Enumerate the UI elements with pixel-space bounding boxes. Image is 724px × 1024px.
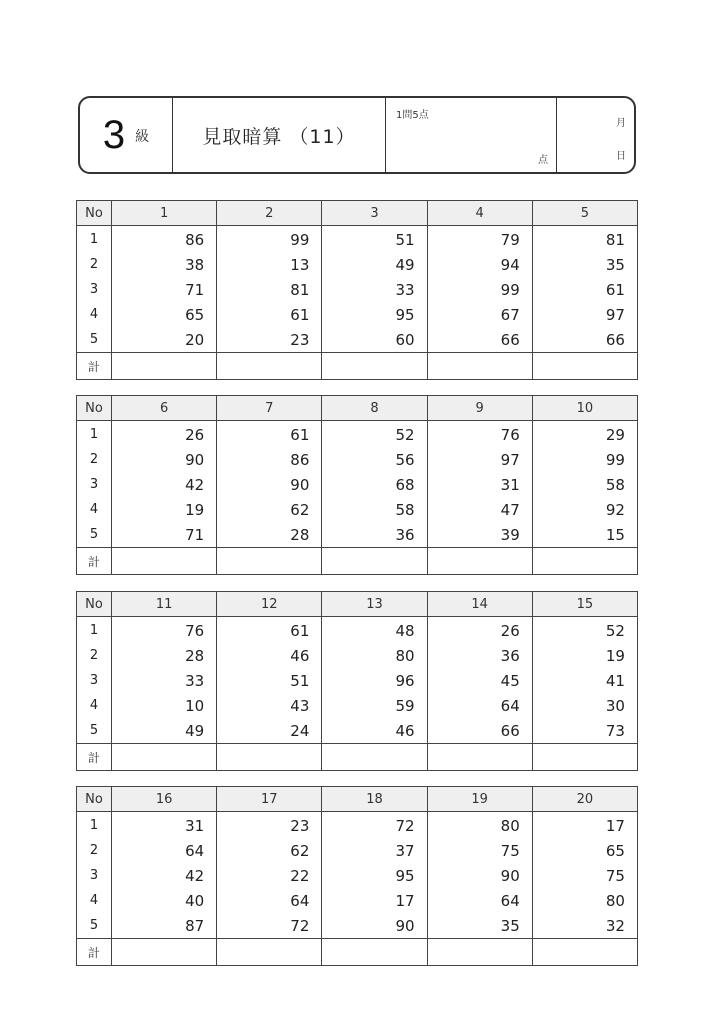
problem-number: 4 bbox=[427, 201, 532, 226]
number-cell: 58 bbox=[322, 497, 427, 522]
row-number: 2 bbox=[77, 838, 112, 863]
table-row bbox=[77, 812, 638, 839]
row-number: 2 bbox=[77, 252, 112, 277]
table-row bbox=[77, 472, 638, 497]
number-cell: 36 bbox=[427, 643, 532, 668]
table-row bbox=[77, 447, 638, 472]
points-per-question: 1問5点 bbox=[396, 110, 429, 121]
number-cell: 64 bbox=[217, 888, 322, 913]
number-cell: 95 bbox=[322, 863, 427, 888]
table-header-row bbox=[77, 787, 638, 812]
number-cell: 90 bbox=[217, 472, 322, 497]
day-label: 日 bbox=[616, 151, 626, 162]
problem-number: 13 bbox=[322, 592, 427, 617]
number-cell: 33 bbox=[112, 668, 217, 693]
table-row bbox=[77, 226, 638, 253]
number-cell: 64 bbox=[112, 838, 217, 863]
number-cell: 75 bbox=[532, 863, 637, 888]
answer-cell[interactable] bbox=[532, 353, 637, 380]
total-label: 計 bbox=[77, 744, 112, 771]
table-row bbox=[77, 497, 638, 522]
table-row bbox=[77, 327, 638, 353]
table-row bbox=[77, 718, 638, 744]
problem-number: 20 bbox=[532, 787, 637, 812]
number-cell: 49 bbox=[112, 718, 217, 744]
answer-cell[interactable] bbox=[427, 548, 532, 575]
problem-number: 16 bbox=[112, 787, 217, 812]
number-cell: 20 bbox=[112, 327, 217, 353]
grade-number: 3 bbox=[102, 113, 126, 157]
problem-number: 8 bbox=[322, 396, 427, 421]
answer-cell[interactable] bbox=[217, 744, 322, 771]
number-cell: 92 bbox=[532, 497, 637, 522]
problem-number: 14 bbox=[427, 592, 532, 617]
answer-cell[interactable] bbox=[427, 744, 532, 771]
number-cell: 32 bbox=[532, 913, 637, 939]
number-cell: 96 bbox=[322, 668, 427, 693]
number-cell: 10 bbox=[112, 693, 217, 718]
total-label: 計 bbox=[77, 939, 112, 966]
answer-cell[interactable] bbox=[532, 744, 637, 771]
table-header-row bbox=[77, 201, 638, 226]
problem-number: 18 bbox=[322, 787, 427, 812]
table-row bbox=[77, 888, 638, 913]
no-header: No bbox=[77, 787, 112, 812]
number-cell: 80 bbox=[532, 888, 637, 913]
table-header-row bbox=[77, 396, 638, 421]
number-cell: 73 bbox=[532, 718, 637, 744]
number-cell: 19 bbox=[112, 497, 217, 522]
table-row bbox=[77, 617, 638, 644]
number-cell: 49 bbox=[322, 252, 427, 277]
number-cell: 66 bbox=[532, 327, 637, 353]
problem-table-3 bbox=[76, 591, 638, 771]
table-row bbox=[77, 302, 638, 327]
number-cell: 38 bbox=[112, 252, 217, 277]
number-cell: 99 bbox=[532, 447, 637, 472]
number-cell: 95 bbox=[322, 302, 427, 327]
number-cell: 90 bbox=[112, 447, 217, 472]
problem-number: 9 bbox=[427, 396, 532, 421]
problem-number: 6 bbox=[112, 396, 217, 421]
number-cell: 35 bbox=[532, 252, 637, 277]
score-unit: 点 bbox=[538, 155, 548, 166]
table-row bbox=[77, 522, 638, 548]
number-cell: 40 bbox=[112, 888, 217, 913]
total-row bbox=[77, 744, 638, 771]
no-header: No bbox=[77, 396, 112, 421]
problem-number: 12 bbox=[217, 592, 322, 617]
number-cell: 22 bbox=[217, 863, 322, 888]
problem-number: 10 bbox=[532, 396, 637, 421]
number-cell: 46 bbox=[217, 643, 322, 668]
answer-cell[interactable] bbox=[532, 548, 637, 575]
worksheet-title: 見取暗算 （11） bbox=[173, 98, 386, 172]
answer-cell[interactable] bbox=[532, 939, 637, 966]
number-cell: 51 bbox=[322, 226, 427, 253]
number-cell: 64 bbox=[427, 888, 532, 913]
number-cell: 94 bbox=[427, 252, 532, 277]
number-cell: 51 bbox=[217, 668, 322, 693]
number-cell: 24 bbox=[217, 718, 322, 744]
table-row bbox=[77, 643, 638, 668]
number-cell: 48 bbox=[322, 617, 427, 644]
row-number: 5 bbox=[77, 913, 112, 939]
number-cell: 60 bbox=[322, 327, 427, 353]
score-field[interactable] bbox=[386, 98, 557, 172]
number-cell: 68 bbox=[322, 472, 427, 497]
number-cell: 52 bbox=[532, 617, 637, 644]
number-cell: 97 bbox=[427, 447, 532, 472]
number-cell: 43 bbox=[217, 693, 322, 718]
number-cell: 90 bbox=[322, 913, 427, 939]
problem-number: 2 bbox=[217, 201, 322, 226]
table-row bbox=[77, 838, 638, 863]
total-row bbox=[77, 939, 638, 966]
problem-number: 1 bbox=[112, 201, 217, 226]
number-cell: 26 bbox=[427, 617, 532, 644]
number-cell: 35 bbox=[427, 913, 532, 939]
row-number: 1 bbox=[77, 226, 112, 253]
number-cell: 71 bbox=[112, 277, 217, 302]
total-row bbox=[77, 548, 638, 575]
problem-table-4 bbox=[76, 786, 638, 966]
number-cell: 66 bbox=[427, 327, 532, 353]
answer-cell[interactable] bbox=[112, 744, 217, 771]
number-cell: 61 bbox=[217, 302, 322, 327]
number-cell: 67 bbox=[427, 302, 532, 327]
number-cell: 59 bbox=[322, 693, 427, 718]
number-cell: 13 bbox=[217, 252, 322, 277]
number-cell: 29 bbox=[532, 421, 637, 448]
row-number: 5 bbox=[77, 327, 112, 353]
number-cell: 71 bbox=[112, 522, 217, 548]
total-label: 計 bbox=[77, 548, 112, 575]
number-cell: 65 bbox=[112, 302, 217, 327]
total-label: 計 bbox=[77, 353, 112, 380]
number-cell: 33 bbox=[322, 277, 427, 302]
problem-table-2 bbox=[76, 395, 638, 575]
number-cell: 46 bbox=[322, 718, 427, 744]
number-cell: 28 bbox=[217, 522, 322, 548]
number-cell: 30 bbox=[532, 693, 637, 718]
number-cell: 72 bbox=[322, 812, 427, 839]
number-cell: 36 bbox=[322, 522, 427, 548]
number-cell: 86 bbox=[217, 447, 322, 472]
table-row bbox=[77, 277, 638, 302]
answer-cell[interactable] bbox=[322, 939, 427, 966]
month-label: 月 bbox=[616, 118, 626, 129]
table-row bbox=[77, 693, 638, 718]
problem-number: 11 bbox=[112, 592, 217, 617]
date-field[interactable] bbox=[557, 98, 634, 172]
number-cell: 72 bbox=[217, 913, 322, 939]
number-cell: 62 bbox=[217, 497, 322, 522]
answer-cell[interactable] bbox=[112, 548, 217, 575]
no-header: No bbox=[77, 592, 112, 617]
number-cell: 41 bbox=[532, 668, 637, 693]
number-cell: 45 bbox=[427, 668, 532, 693]
problem-number: 19 bbox=[427, 787, 532, 812]
number-cell: 99 bbox=[427, 277, 532, 302]
number-cell: 76 bbox=[112, 617, 217, 644]
number-cell: 31 bbox=[112, 812, 217, 839]
number-cell: 61 bbox=[217, 421, 322, 448]
number-cell: 23 bbox=[217, 812, 322, 839]
table-row bbox=[77, 668, 638, 693]
number-cell: 81 bbox=[217, 277, 322, 302]
row-number: 1 bbox=[77, 812, 112, 839]
number-cell: 64 bbox=[427, 693, 532, 718]
row-number: 1 bbox=[77, 421, 112, 448]
number-cell: 76 bbox=[427, 421, 532, 448]
number-cell: 66 bbox=[427, 718, 532, 744]
number-cell: 28 bbox=[112, 643, 217, 668]
number-cell: 31 bbox=[427, 472, 532, 497]
number-cell: 26 bbox=[112, 421, 217, 448]
number-cell: 75 bbox=[427, 838, 532, 863]
row-number: 3 bbox=[77, 472, 112, 497]
problem-number: 3 bbox=[322, 201, 427, 226]
row-number: 4 bbox=[77, 888, 112, 913]
table-header-row bbox=[77, 592, 638, 617]
problem-number: 5 bbox=[532, 201, 637, 226]
problem-number: 7 bbox=[217, 396, 322, 421]
number-cell: 90 bbox=[427, 863, 532, 888]
number-cell: 86 bbox=[112, 226, 217, 253]
grade-unit: 級 bbox=[135, 129, 150, 145]
table-row bbox=[77, 863, 638, 888]
number-cell: 17 bbox=[322, 888, 427, 913]
number-cell: 61 bbox=[532, 277, 637, 302]
number-cell: 19 bbox=[532, 643, 637, 668]
number-cell: 62 bbox=[217, 838, 322, 863]
row-number: 3 bbox=[77, 863, 112, 888]
number-cell: 15 bbox=[532, 522, 637, 548]
answer-cell[interactable] bbox=[112, 353, 217, 380]
worksheet-header bbox=[78, 96, 636, 174]
answer-cell[interactable] bbox=[217, 353, 322, 380]
number-cell: 80 bbox=[427, 812, 532, 839]
answer-cell[interactable] bbox=[427, 353, 532, 380]
answer-cell[interactable] bbox=[322, 548, 427, 575]
number-cell: 56 bbox=[322, 447, 427, 472]
number-cell: 47 bbox=[427, 497, 532, 522]
table-row bbox=[77, 421, 638, 448]
number-cell: 58 bbox=[532, 472, 637, 497]
row-number: 4 bbox=[77, 302, 112, 327]
number-cell: 81 bbox=[532, 226, 637, 253]
number-cell: 39 bbox=[427, 522, 532, 548]
row-number: 3 bbox=[77, 668, 112, 693]
row-number: 4 bbox=[77, 693, 112, 718]
answer-cell[interactable] bbox=[322, 744, 427, 771]
problem-table-1 bbox=[76, 200, 638, 380]
row-number: 2 bbox=[77, 447, 112, 472]
number-cell: 42 bbox=[112, 472, 217, 497]
number-cell: 87 bbox=[112, 913, 217, 939]
answer-cell[interactable] bbox=[112, 939, 217, 966]
number-cell: 79 bbox=[427, 226, 532, 253]
number-cell: 99 bbox=[217, 226, 322, 253]
problem-number: 17 bbox=[217, 787, 322, 812]
row-number: 3 bbox=[77, 277, 112, 302]
number-cell: 97 bbox=[532, 302, 637, 327]
row-number: 2 bbox=[77, 643, 112, 668]
answer-cell[interactable] bbox=[217, 939, 322, 966]
answer-cell[interactable] bbox=[322, 353, 427, 380]
number-cell: 65 bbox=[532, 838, 637, 863]
row-number: 1 bbox=[77, 617, 112, 644]
number-cell: 17 bbox=[532, 812, 637, 839]
row-number: 4 bbox=[77, 497, 112, 522]
answer-cell[interactable] bbox=[427, 939, 532, 966]
number-cell: 42 bbox=[112, 863, 217, 888]
no-header: No bbox=[77, 201, 112, 226]
number-cell: 37 bbox=[322, 838, 427, 863]
answer-cell[interactable] bbox=[217, 548, 322, 575]
table-row bbox=[77, 913, 638, 939]
grade-cell bbox=[80, 98, 173, 172]
number-cell: 80 bbox=[322, 643, 427, 668]
table-row bbox=[77, 252, 638, 277]
number-cell: 23 bbox=[217, 327, 322, 353]
number-cell: 52 bbox=[322, 421, 427, 448]
number-cell: 61 bbox=[217, 617, 322, 644]
row-number: 5 bbox=[77, 522, 112, 548]
problem-number: 15 bbox=[532, 592, 637, 617]
row-number: 5 bbox=[77, 718, 112, 744]
total-row bbox=[77, 353, 638, 380]
